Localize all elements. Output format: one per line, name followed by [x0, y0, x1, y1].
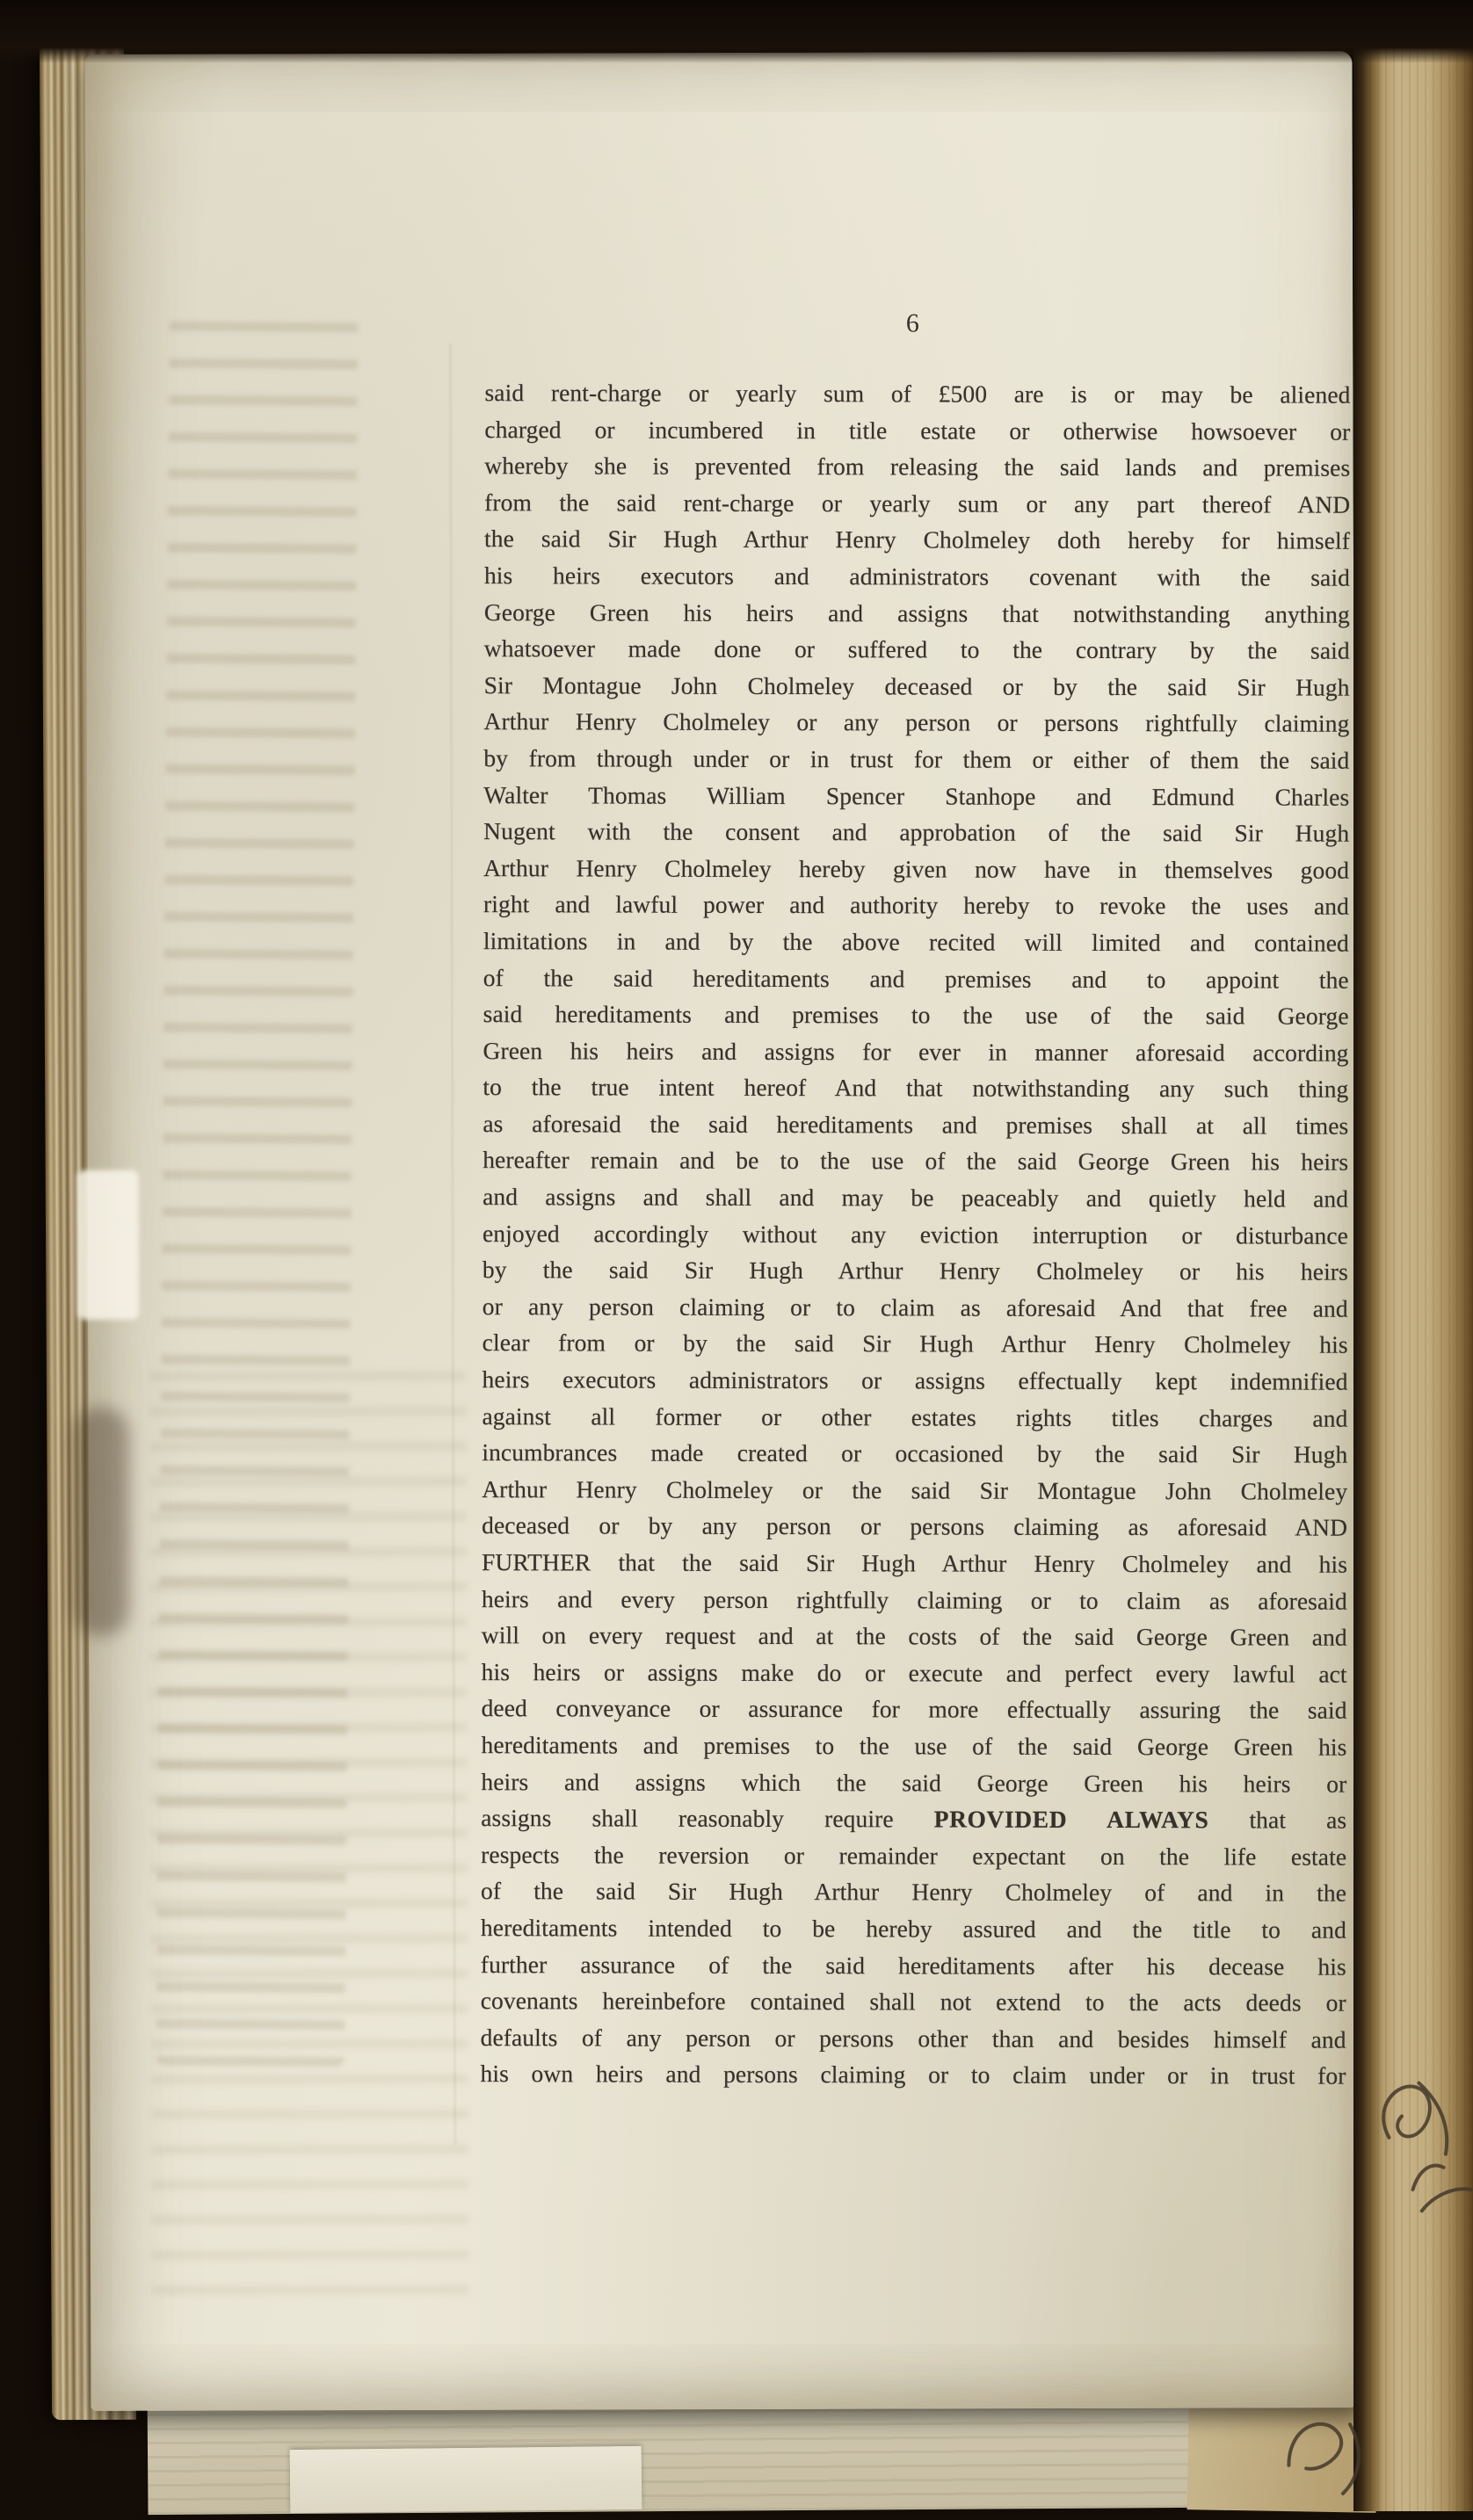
text-line: defaults of any person or persons other than and besides himself and [480, 2023, 1346, 2053]
photo-dark-band [0, 0, 1473, 63]
text-line: Green his heirs and assigns for ever in manner aforesaid according [483, 1036, 1349, 1067]
text-line: of the said hereditaments and premises and to appoint the [483, 963, 1349, 994]
text-line: FURTHER that the said Sir Hugh Arthur Henry Cholmeley and his [481, 1548, 1348, 1578]
text-line: whereby she is prevented from releasing the said lands and premises [484, 452, 1351, 482]
text-line: will on every request and at the costs of the said George Green and [481, 1621, 1347, 1651]
text-line: heirs executors administrators or assigns effectually kept indemnified [482, 1365, 1348, 1395]
text-line: to the true intent hereof And that notwithstanding any such thing [483, 1073, 1349, 1103]
text-line: Nugent with the consent and approbation of the said Sir Hugh [483, 817, 1350, 847]
text-line: said rent-charge or yearly sum of £500 are is or may be aliened [484, 379, 1351, 409]
text-line: enjoyed accordingly without any eviction interruption or disturbance [482, 1219, 1349, 1249]
text-line: as aforesaid the said hereditaments and premises shall at all times [483, 1110, 1349, 1140]
text-line: hereditaments intended to be hereby assured and the title to and [480, 1914, 1346, 1944]
text-line: by the said Sir Hugh Arthur Henry Cholmeley or his heirs [482, 1256, 1348, 1285]
text-line: respects the reversion or remainder expectant on the life estate [481, 1840, 1347, 1871]
text-line: assigns shall reasonably require PROVIDED ALWAYS that as [481, 1804, 1347, 1834]
showthrough-text-ghost [149, 1372, 468, 2295]
text-line: his heirs or assigns make do or execute and perfect every lawful act [481, 1657, 1347, 1688]
text-line: his heirs executors and administrators covenant with the said [483, 561, 1351, 591]
text-line: from the said rent-charge or yearly sum or any part thereof AND [484, 488, 1351, 518]
text-line: heirs and every person rightfully claiming or to claim as aforesaid [481, 1584, 1347, 1615]
text-line: right and lawful power and authority hereby to revoke the uses and [483, 890, 1350, 921]
text-line: against all former or other estates rights titles charges and [482, 1401, 1348, 1432]
text-line: further assurance of the said hereditaments after his decease his [480, 1950, 1346, 1981]
text-line: incumbrances made created or occasioned by the said Sir Hugh [482, 1438, 1348, 1468]
text-line: clear from or by the said Sir Hugh Arthur Henry Cholmeley his [482, 1329, 1348, 1359]
scanned-page [84, 51, 1358, 2411]
text-line: Arthur Henry Cholmeley or the said Sir Montague John Cholmeley [482, 1474, 1348, 1505]
text-line: by from through under or in trust for them or either of them the said [483, 744, 1350, 774]
text-line: the said Sir Hugh Arthur Henry Cholmeley doth hereby for himself [484, 525, 1351, 555]
text-line: Sir Montague John Cholmeley deceased or by the said Sir Hugh [483, 670, 1350, 701]
text-line: limitations in and by the above recited will limited and contained [483, 927, 1349, 957]
deed-text [480, 374, 1350, 2094]
text-line: hereditaments and premises to the use of the said George Green his [481, 1731, 1347, 1761]
text-line: charged or incumbered in title estate or otherwise howsoever or [484, 415, 1351, 445]
text-line: covenants hereinbefore contained shall not extend to the acts deeds or [480, 1987, 1346, 2017]
text-line: his own heirs and persons claiming or to claim under or in trust for [480, 2060, 1346, 2090]
paper-fragment-stain [77, 1170, 139, 1320]
edge-stain [73, 1408, 130, 1636]
text-line: deceased or by any person or persons claiming as aforesaid AND [482, 1511, 1348, 1542]
text-line: George Green his heirs and assigns that notwithstanding anything [483, 597, 1350, 628]
loose-paper-strip [290, 2446, 642, 2513]
text-line: or any person claiming or to claim as aforesaid And that free and [482, 1292, 1348, 1322]
text-line: said hereditaments and premises to the use of the said George [483, 1000, 1349, 1030]
text-line: of the said Sir Hugh Arthur Henry Cholmeley of and in the [481, 1877, 1347, 1908]
text-line: Arthur Henry Cholmeley or any person or persons rightfully claiming [483, 707, 1350, 738]
text-line: Walter Thomas William Spencer Stanhope and Edmund Charles [483, 780, 1350, 811]
text-line: deed conveyance or assurance for more effectually assuring the said [481, 1694, 1347, 1725]
text-line: whatsoever made done or suffered to the contrary by the said [483, 634, 1350, 664]
text-line: Arthur Henry Cholmeley hereby given now have in themselves good [483, 853, 1350, 884]
page-number: 6 [905, 308, 920, 338]
text-line: and assigns and shall and may be peaceably and quietly held and [483, 1183, 1349, 1213]
text-line: hereafter remain and be to the use of the said George Green his heirs [483, 1146, 1349, 1177]
text-line: heirs and assigns which the said George Green his heirs or [481, 1767, 1347, 1798]
